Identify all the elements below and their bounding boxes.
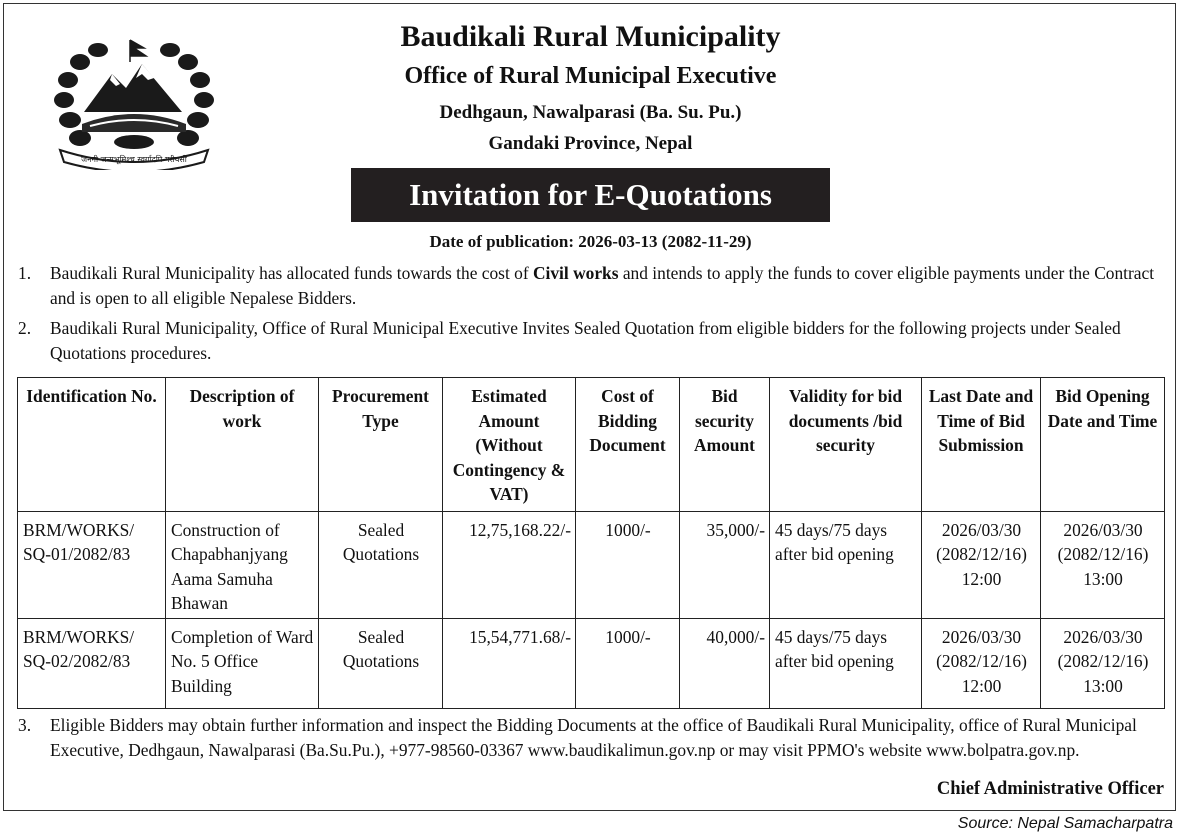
table-row [18, 511, 1165, 618]
submission-deadline-cell: 2026/03/30 (2082/12/16) 12:00 [922, 511, 1041, 618]
office-name: Office of Rural Municipal Executive [404, 63, 777, 89]
paragraph-number: 1. [18, 263, 32, 283]
source-credit: Source: Nepal Samacharpatra [957, 815, 1173, 832]
identification-cell: BRM/WORKS/ SQ-01/2082/83 [18, 511, 166, 618]
submission-deadline-cell: 2026/03/30 (2082/12/16) 12:00 [922, 618, 1041, 708]
bid-security-cell: 35,000/- [680, 511, 770, 618]
notice-title-banner: Invitation for E-Quotations [351, 168, 830, 222]
identification-cell: BRM/WORKS/ SQ-02/2082/83 [18, 618, 166, 708]
signatory-title: Chief Administrative Officer [936, 779, 1164, 799]
bid-security-cell: 40,000/- [680, 618, 770, 708]
paragraph-1-text-end: and intends to apply the funds to cover eligible payments under the Contract and is open to all eligible Nepalese Bidders. [50, 263, 1155, 308]
column-header: Bid security Amount [680, 378, 770, 512]
column-header: Procurement Type [319, 378, 443, 512]
column-header: Identification No. [18, 378, 166, 512]
validity-cell: 45 days/75 days after bid opening [770, 618, 922, 708]
description-cell: Completion of Ward No. 5 Office Building [166, 618, 319, 708]
procurement-type-cell: Sealed Quotations [319, 618, 443, 708]
quotation-table [17, 377, 1165, 709]
province-line: Gandaki Province, Nepal [488, 133, 693, 154]
table-row [18, 618, 1165, 708]
bid-opening-cell: 2026/03/30 (2082/12/16) 13:00 [1041, 511, 1165, 618]
document-cost-cell: 1000/- [576, 511, 680, 618]
column-header: Description of work [166, 378, 319, 512]
column-header: Bid Opening Date and Time [1041, 378, 1165, 512]
column-header: Cost of Bidding Document [576, 378, 680, 512]
validity-cell: 45 days/75 days after bid opening [770, 511, 922, 618]
paragraph-2 [18, 316, 1168, 366]
description-cell: Construction of Chapabhanjyang Aama Samuha Bhawan [166, 511, 319, 618]
paragraph-1 [18, 261, 1168, 311]
paragraph-3-text: Eligible Bidders may obtain further information and inspect the Bidding Documents at the office of Baudikali Rural Municipality, office of Rural Municipal Executive, Dedhgaun, Nawalparasi (Ba.Su.Pu.), +977-98560-03367 www.baudikalimun.gov.np or may visit PPMO's website www.bolpatra.gov.np. [50, 715, 1137, 760]
paragraph-1-bold-term: Civil works [532, 263, 619, 283]
column-header: Validity for bid documents /bid security [770, 378, 922, 512]
procurement-type-cell: Sealed Quotations [319, 511, 443, 618]
emblem-motto: जननी जन्मभूमिश्च स्वर्गादपि गरीयसी [81, 155, 187, 164]
column-header: Estimated Amount (Without Contingency & VAT) [443, 378, 576, 512]
paragraph-number: 2. [18, 318, 32, 338]
paragraph-1-text-start: Baudikali Rural Municipality has allocated funds towards the cost of [50, 263, 533, 283]
office-address: Dedhgaun, Nawalparasi (Ba. Su. Pu.) [439, 102, 742, 123]
estimated-amount-cell: 12,75,168.22/- [443, 511, 576, 618]
publication-date: Date of publication: 2026-03-13 (2082-11-29) [429, 232, 752, 251]
estimated-amount-cell: 15,54,771.68/- [443, 618, 576, 708]
bid-opening-cell: 2026/03/30 (2082/12/16) 13:00 [1041, 618, 1165, 708]
municipality-name: Baudikali Rural Municipality [400, 20, 781, 53]
table-header-row [18, 378, 1165, 512]
paragraph-number: 3. [18, 715, 32, 735]
paragraph-3 [18, 713, 1168, 763]
column-header: Last Date and Time of Bid Submission [922, 378, 1041, 512]
document-cost-cell: 1000/- [576, 618, 680, 708]
paragraph-2-text: Baudikali Rural Municipality, Office of Rural Municipal Executive Invites Sealed Quotation from eligible bidders for the following projects under Sealed Quotations procedures. [50, 318, 1121, 363]
